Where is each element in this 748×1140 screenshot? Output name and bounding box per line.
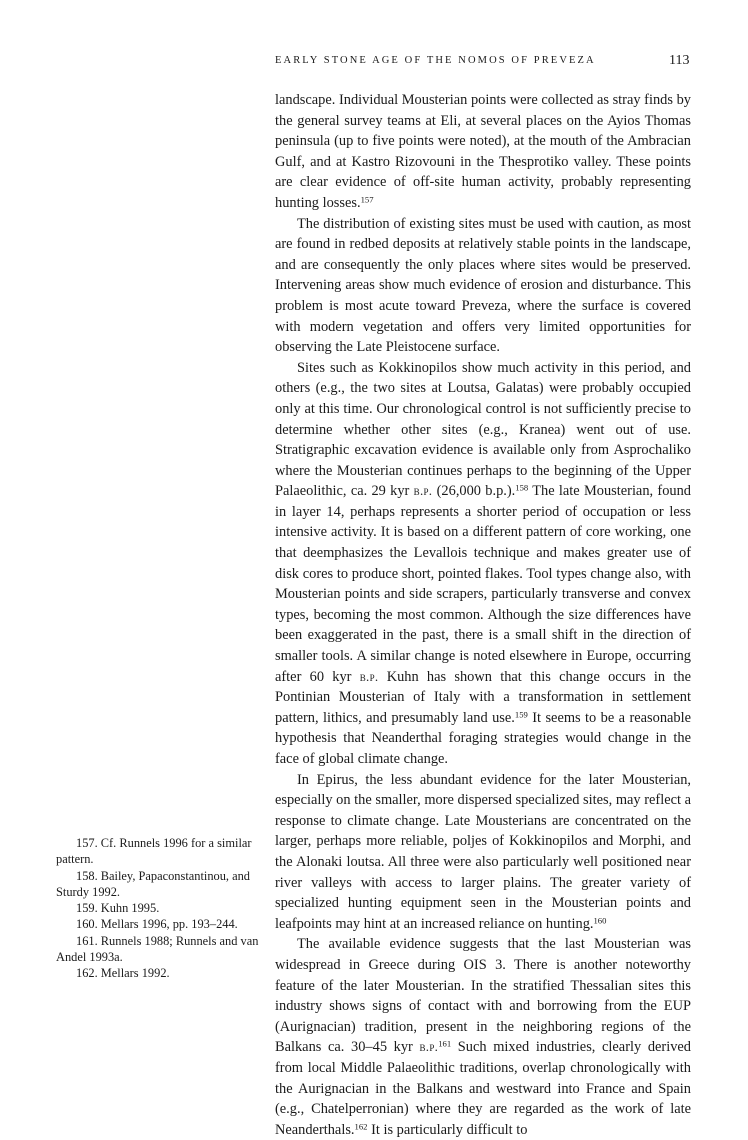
footnote: 158. Bailey, Papaconstantinou, and Sturdy 1992.	[56, 868, 251, 899]
body-text	[275, 90, 691, 1140]
paragraph-5: The available evidence suggests that the last Mousterian was widespread in Greece during OIS 3. There is another noteworthy feature of the later Mousterian. In the stratified Thessalian sites this industry shows signs of contact with and borrowing from the EUP (Aurignacian) tradition, present in the neighboring regions of the Balkans ca. 30–45 kyr b.p.$^{161}$ Such mixed industries, clearly derived from local Middle Palaeolithic traditions, overlap chronologically with the Aurignacian in the Balkans and westward into France and Spain (e.g., Chatelperronian) where they are regarded as the work of late Neanderthals.$^{162}$ It is particularly difficult to	[275, 936, 691, 1138]
footnote-ref-157[interactable]: 157	[360, 194, 374, 205]
footnote-ref-161[interactable]: 161	[438, 1038, 452, 1049]
paragraph-3: Sites such as Kokkinopilos show much activity in this period, and others (e.g., the two sites at Loutsa, Galatas) were probably occupied only at this time. Our chronological control is not sufficiently precise to determine whether other sites (e.g., Kranea) went out of use. Stratigraphic excavation evidence is available only from Asprochaliko where the Mousterian continues perhaps to the beginning of the Upper Palaeolithic, ca. 29 kyr b.p. (26,000 b.p.).$^{158}$ The late Mousterian, found in layer 14, perhaps represents a shorter period of occupation or less intensive activity. It is based on a different pattern of core working, one that deemphasizes the Levallois technique and makes greater use of disk cores to produce short, pointed flakes. Tool types change also, with Mousterian points and side scrapers, particularly transverse and convex types, becoming the most common. Although the size differences have been exaggerated in the past, there is a small shift in the direction of smaller tools. A similar change is noted elsewhere in Europe, occurring after 60 kyr b.p. Kuhn has shown that this change occurs in the Pontinian Mousterian of Italy with a transformation in settlement pattern, lithics, and presumably land use.$^{159}$ It seems to be a reasonable hypothesis that Neanderthal foraging strategies would change in the face of global climate change.	[275, 359, 691, 767]
footnote-ref-160[interactable]: 160	[593, 915, 607, 925]
footnote: 161. Runnels 1988; Runnels and van Andel 1993a.	[56, 933, 259, 965]
footnote: 162. Mellars 1992.	[76, 966, 170, 981]
paragraph-1: landscape. Individual Mousterian points were collected as stray finds by the general survey teams at Eli, at several places on the Ayios Thomas peninsula (up to five points were noted), at the mouth of the Ambracian Gulf, and at Kastro Rizovouni in the Thesprotiko valley. These points are clear evidence of off-site human activity, probably representing hunting losses.$^{157}$	[275, 92, 691, 211]
running-head: EARLY STONE AGE OF THE NOMOS OF PREVEZA	[275, 55, 596, 66]
footnote: 157. Cf. Runnels 1996 for a similar pattern.	[56, 836, 252, 867]
footnote-ref-159[interactable]: 159	[514, 709, 528, 720]
footnote-ref-162[interactable]: 162	[354, 1120, 368, 1131]
paragraph-4: In Epirus, the less abundant evidence for the later Mousterian, especially on the smaller, more dispersed specialized sites, may reflect a response to climate change. Late Mousterians are concentrated on the larger, perhaps more reliable, poljes of Kokkinopilos and Morphi, and the Alonaki loutsa. All three were also particularly well positioned near river valleys with access to larger plains. The greater variety of specialized hunting equipment seen in the Mousterian points and leafpoints may hint at an increased reliance on hunting.$^{160}$	[275, 771, 691, 932]
page-number: 113	[669, 53, 690, 68]
footnote: 159. Kuhn 1995.	[76, 901, 160, 916]
footnote: 160. Mellars 1996, pp. 193–244.	[76, 917, 238, 932]
paragraph-2: The distribution of existing sites must be used with caution, as most are found in redbed deposits at relatively stable points in the landscape, and are consequently the only places where sites would be preserved. Intervening areas show much evidence of erosion and disturbance. This problem is most acute toward Preveza, where the surface is covered with modern vegetation and offers very limited opportunities for observing the Late Pleistocene surface.	[275, 215, 691, 356]
footnotes	[56, 835, 262, 982]
footnote-ref-158[interactable]: 158	[515, 482, 529, 493]
